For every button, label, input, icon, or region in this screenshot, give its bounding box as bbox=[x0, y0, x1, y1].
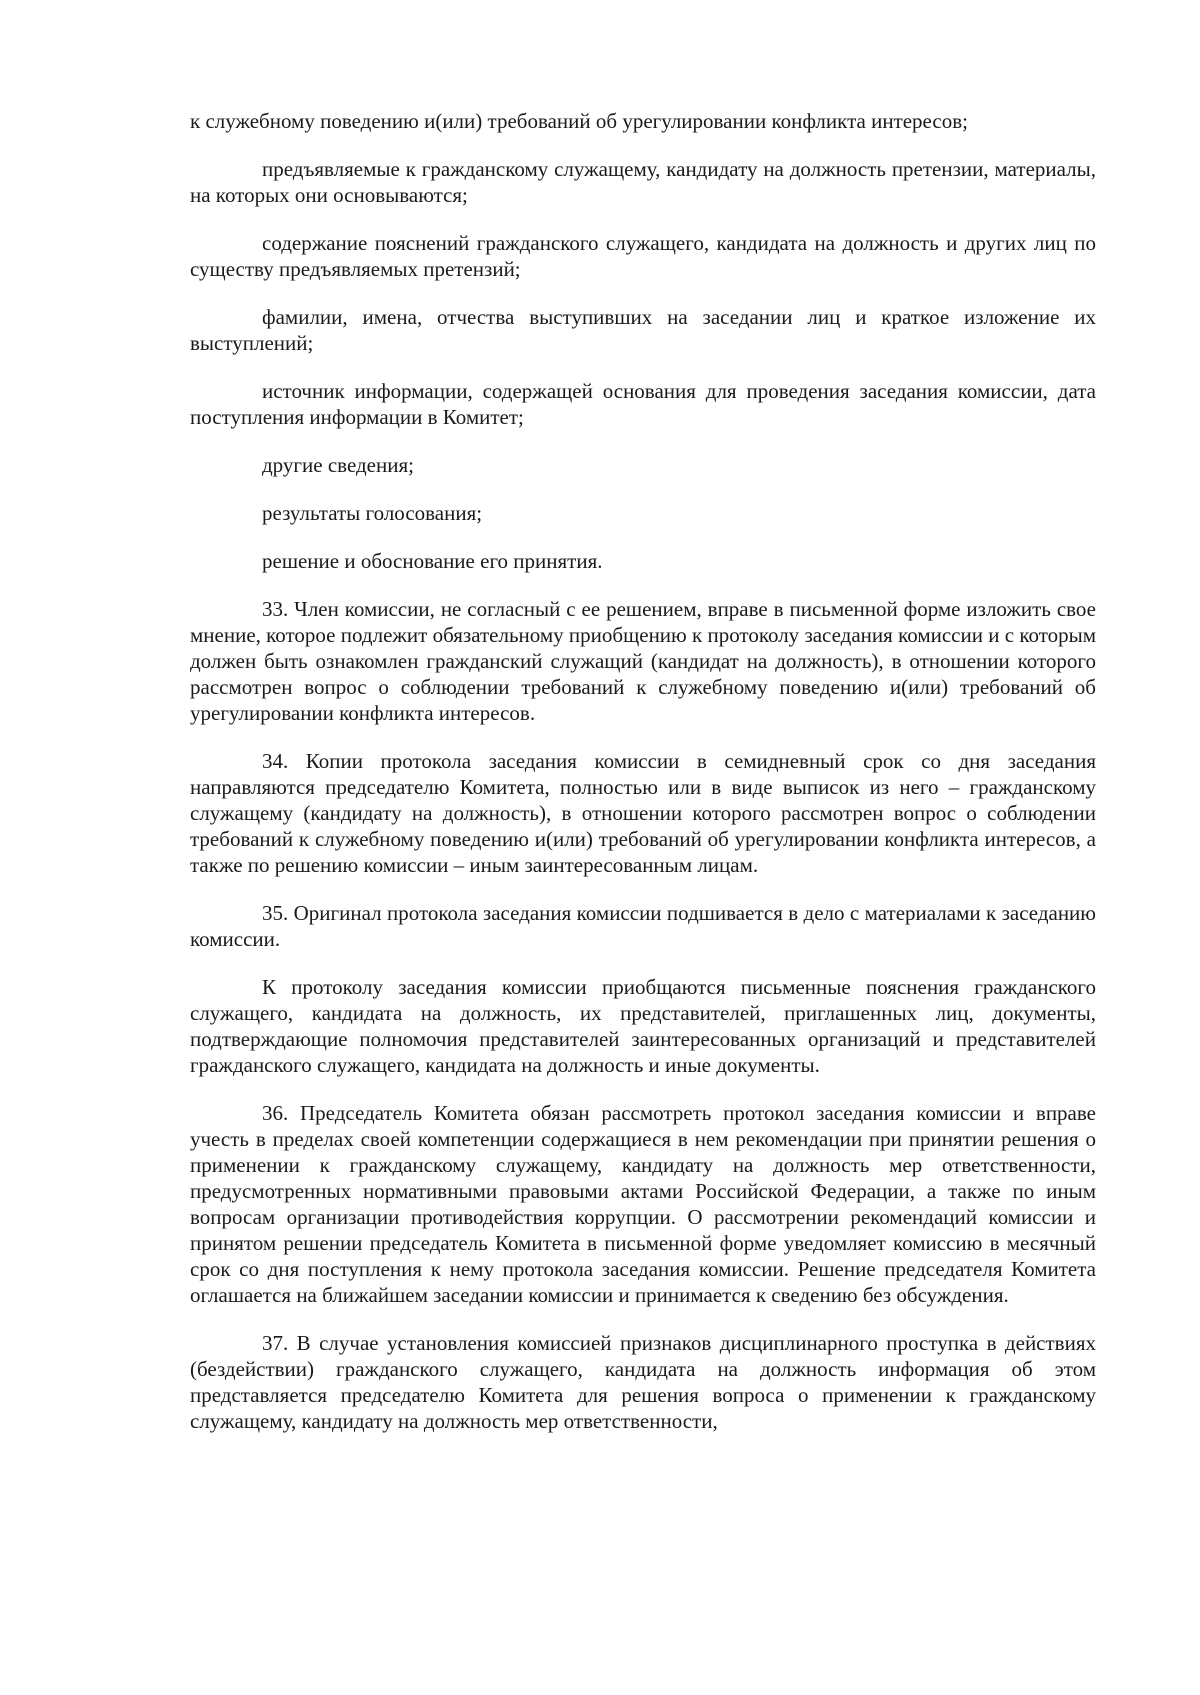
paragraph-item-33: 33. Член комиссии, не согласный с ее решением, вправе в письменной форме изложить свое мнение, которое подлежит обязательному приобщению к протоколу заседания комиссии и с которым должен быть ознакомлен гражданский служащий (кандидат на должность), в отношении которого рассмотрен вопрос о соблюдении требований к служебному поведению и(или) требований об урегулировании конфликта интересов. bbox=[190, 597, 1096, 725]
paragraph-decision: решение и обоснование его принятия. bbox=[262, 549, 603, 573]
paragraph-info-source: источник информации, содержащей основания для проведения заседания комиссии, дата поступления информации в Комитет; bbox=[190, 379, 1096, 429]
paragraph-other-info: другие сведения; bbox=[262, 453, 414, 477]
paragraph-explanations: содержание пояснений гражданского служащего, кандидата на должность и других лиц по существу предъявляемых претензий; bbox=[190, 231, 1096, 281]
paragraph-continuation: к служебному поведению и(или) требований об урегулировании конфликта интересов; bbox=[190, 109, 968, 133]
paragraph-item-36: 36. Председатель Комитета обязан рассмотреть протокол заседания комиссии и вправе учесть в пределах своей компетенции содержащиеся в нем рекомендации при принятии решения о применении к гражданскому служащему, кандидату на должность мер ответственности, предусмотренных нормативными правовыми актами Российской Федерации, а также по иным вопросам организации противодействия коррупции. О рассмотрении рекомендаций комиссии и принятом решении председатель Комитета в письменной форме уведомляет комиссию в месячный срок со дня поступления к нему протокола заседания комиссии. Решение председателя Комитета оглашается на ближайшем заседании комиссии и принимается к сведению без обсуждения. bbox=[190, 1101, 1096, 1307]
paragraph-attachments: К протоколу заседания комиссии приобщаются письменные пояснения гражданского служащего, кандидата на должность, их представителей, приглашенных лиц, документы, подтверждающие полномочия представителей заинтересованных организаций и представителей гражданского служащего, кандидата на должность и иные документы. bbox=[190, 975, 1096, 1077]
paragraph-item-35: 35. Оригинал протокола заседания комиссии подшивается в дело с материалами к заседанию комиссии. bbox=[190, 901, 1096, 951]
paragraph-vote-results: результаты голосования; bbox=[262, 501, 483, 525]
paragraph-speakers: фамилии, имена, отчества выступивших на заседании лиц и краткое изложение их выступлений; bbox=[190, 305, 1096, 355]
paragraph-item-34: 34. Копии протокола заседания комиссии в семидневный срок со дня заседания направляются председателю Комитета, полностью или в виде выписок из него – гражданскому служащему (кандидату на должность), в отношении которого рассмотрен вопрос о соблюдении требований к служебному поведению и(или) требований об урегулировании конфликта интересов, а также по решению комиссии – иным заинтересованным лицам. bbox=[190, 749, 1096, 877]
paragraph-item-37: 37. В случае установления комиссией признаков дисциплинарного проступка в действиях (бездействии) гражданского служащего, кандидата на должность информация об этом представляется председателю Комитета для решения вопроса о применении к гражданскому служащему, кандидату на должность мер ответственности, bbox=[190, 1331, 1096, 1433]
paragraph-claims: предъявляемые к гражданскому служащему, кандидату на должность претензии, материалы, на которых они основываются; bbox=[190, 157, 1096, 207]
